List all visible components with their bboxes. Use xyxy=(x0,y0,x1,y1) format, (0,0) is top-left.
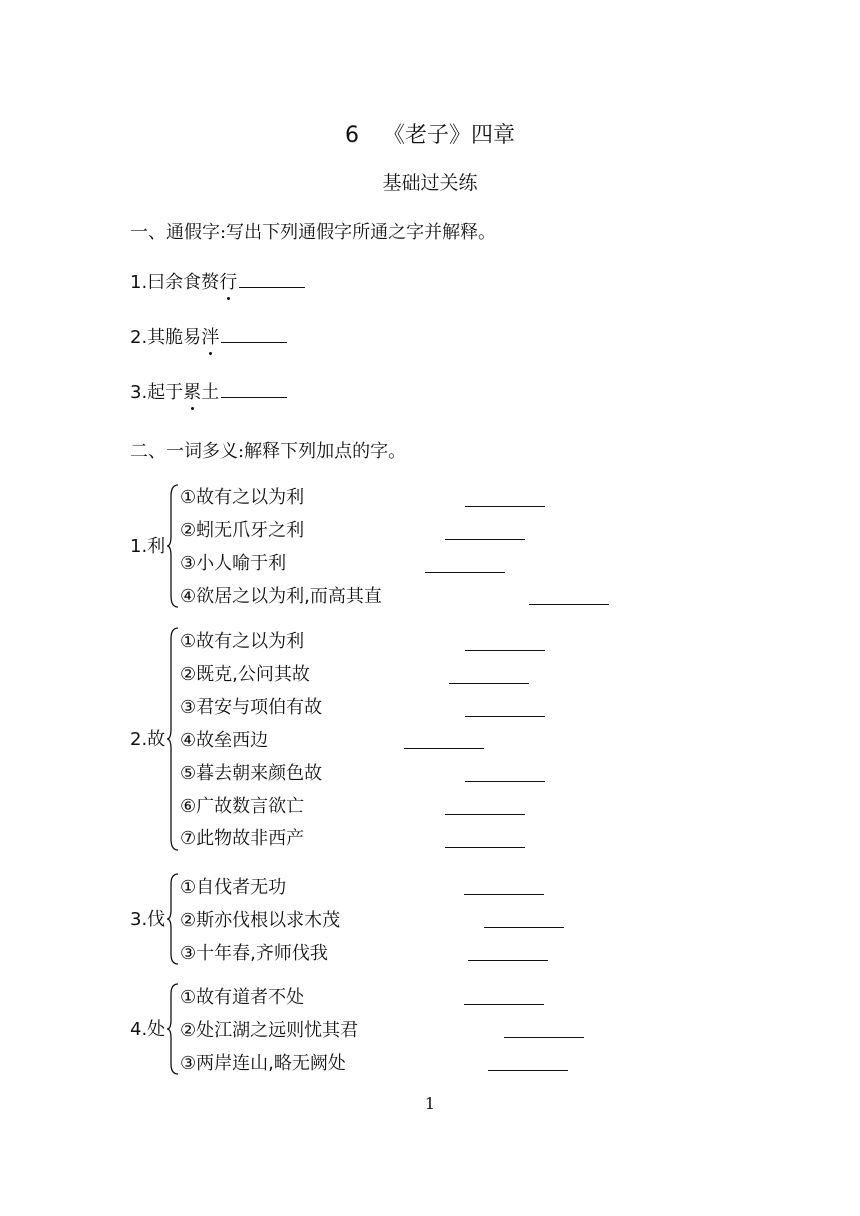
brace-icon xyxy=(166,627,180,851)
group-label: 4.处 xyxy=(130,1019,166,1040)
answer-line[interactable] xyxy=(484,927,564,928)
lesson-title: 《老子》四章 xyxy=(382,123,515,148)
answer-blank[interactable] xyxy=(239,269,305,288)
group-item: ①故有之以为利 xyxy=(180,487,305,508)
brace-icon xyxy=(166,873,180,965)
section-heading-2: 二、一词多义:解释下列加点的字。 xyxy=(130,441,407,462)
group-item: ④故垒西边 xyxy=(180,730,269,751)
group-item: ③两岸连山,略无阙处 xyxy=(180,1053,346,1074)
answer-line[interactable] xyxy=(529,604,609,605)
group-label: 1.利 xyxy=(130,536,166,557)
group-item: ③小人喻于利 xyxy=(180,553,287,574)
group-item: ⑤暮去朝来颜色故 xyxy=(180,763,323,784)
answer-line[interactable] xyxy=(445,847,525,848)
answer-line[interactable] xyxy=(488,1070,568,1071)
fill-item-text: 1.曰余食赘 xyxy=(130,272,220,293)
fill-item-suffix: 土 xyxy=(201,382,220,403)
answer-line[interactable] xyxy=(465,506,545,507)
answer-blank[interactable] xyxy=(221,379,287,398)
answer-line[interactable] xyxy=(465,716,545,717)
group-label: 2.故 xyxy=(130,729,166,750)
polysemy-group-2 xyxy=(130,623,630,853)
group-item: ③十年春,齐师伐我 xyxy=(180,943,328,964)
answer-line[interactable] xyxy=(504,1037,584,1038)
dotted-char: 行 xyxy=(219,268,237,294)
answer-blank[interactable] xyxy=(221,324,287,343)
polysemy-group-3 xyxy=(130,869,630,969)
group-label: 3.伐 xyxy=(130,909,166,930)
dotted-char: 累 xyxy=(183,378,201,404)
answer-line[interactable] xyxy=(449,683,529,684)
answer-line[interactable] xyxy=(465,650,545,651)
answer-line[interactable] xyxy=(464,894,544,895)
brace-icon xyxy=(166,983,180,1075)
group-item: ①故有道者不处 xyxy=(180,987,305,1008)
group-item: ②蚓无爪牙之利 xyxy=(180,520,305,541)
group-item: ①自伐者无功 xyxy=(180,877,287,898)
fill-item-3 xyxy=(130,378,287,404)
answer-line[interactable] xyxy=(468,960,548,961)
answer-line[interactable] xyxy=(425,572,505,573)
section-heading-1: 一、通假字:写出下列通假字所通之字并解释。 xyxy=(130,222,497,243)
page-number: 1 xyxy=(424,1094,436,1113)
page-title xyxy=(0,118,860,149)
lesson-number: 6 xyxy=(344,123,359,148)
answer-line[interactable] xyxy=(445,814,525,815)
answer-line[interactable] xyxy=(465,781,545,782)
fill-item-1 xyxy=(130,268,305,294)
dotted-char: 泮 xyxy=(201,323,219,349)
group-item: ④欲居之以为利,而高其直 xyxy=(180,586,382,607)
polysemy-group-4 xyxy=(130,979,630,1079)
polysemy-group-1 xyxy=(130,480,630,610)
answer-line[interactable] xyxy=(404,748,484,749)
group-item: ③君安与项伯有故 xyxy=(180,697,323,718)
group-item: ⑦此物故非西产 xyxy=(180,828,305,849)
answer-line[interactable] xyxy=(445,539,525,540)
group-item: ②处江湖之远则忧其君 xyxy=(180,1020,359,1041)
group-item: ⑥广故数言欲亡 xyxy=(180,796,305,817)
brace-icon xyxy=(166,484,180,608)
fill-item-text: 2.其脆易 xyxy=(130,327,202,348)
group-item: ②既克,公问其故 xyxy=(180,664,310,685)
fill-item-text: 3.起于 xyxy=(130,382,184,403)
page-subtitle: 基础过关练 xyxy=(382,172,478,194)
group-item: ①故有之以为利 xyxy=(180,631,305,652)
group-item: ②斯亦伐根以求木茂 xyxy=(180,910,341,931)
answer-line[interactable] xyxy=(464,1004,544,1005)
fill-item-2 xyxy=(130,323,287,349)
